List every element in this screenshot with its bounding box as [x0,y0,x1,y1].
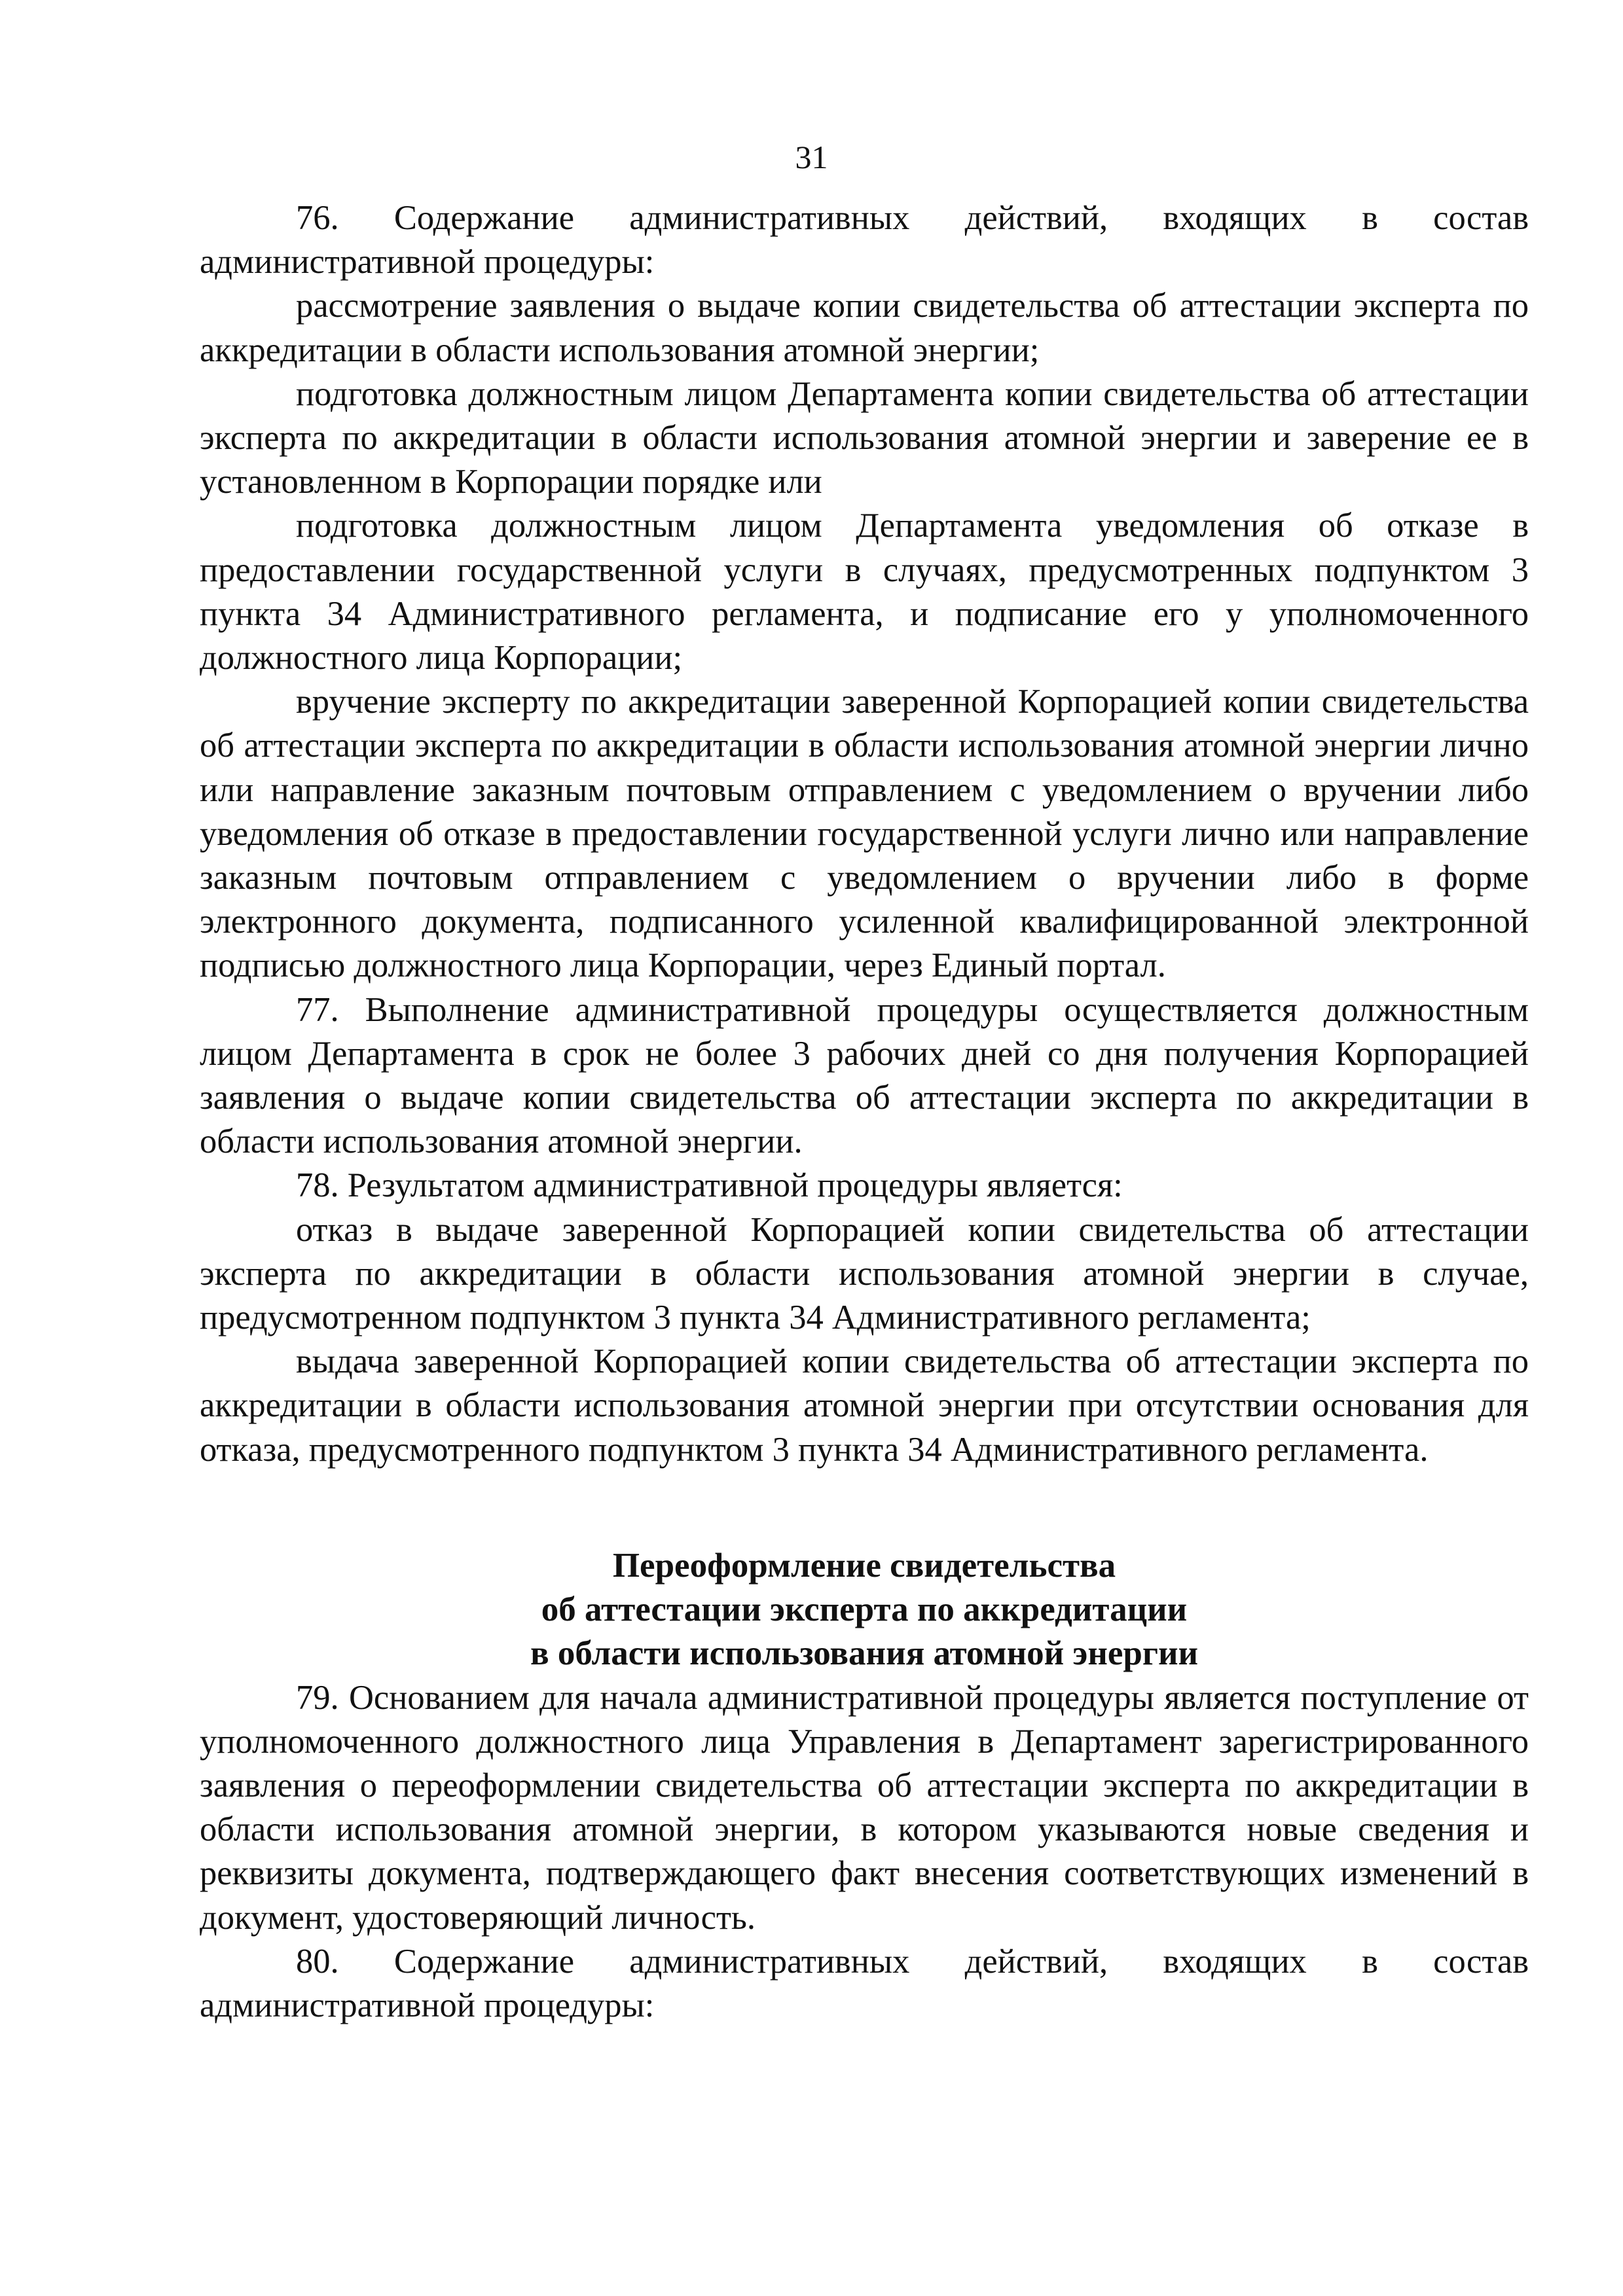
paragraph-77: 77. Выполнение административной процедуры осуществляется должностным лицом Департамента в срок не более 3 рабочих дней со дня получения Корпорацией заявления о выдаче копии свидетельства об аттестации эксперта по аккредитации в области использования атомной энергии. [200,990,1529,1161]
paragraph-78-item-1: отказ в выдаче заверенной Корпорацией копии свидетельства об аттестации эксперта по аккредитации в области использования атомной энергии в случае, предусмотренном подпунктом 3 пункта 34 Административного регламента; [200,1210,1529,1337]
paragraph-79: 79. Основанием для начала административной процедуры является поступление от уполномоченного должностного лица Управления в Департамент зарегистрированного заявления о переоформлении свидетельства об аттестации эксперта по аккредитации в области использования атомной энергии, в котором указываются новые сведения и реквизиты документа, подтверждающего факт внесения соответствующих изменений в документ, удостоверяющий личность. [200,1678,1529,1937]
paragraph-76-item-1: рассмотрение заявления о выдаче копии свидетельства об аттестации эксперта по аккредитации в области использования атомной энергии; [200,287,1529,369]
paragraph-76-item-2: подготовка должностным лицом Департамента копии свидетельства об аттестации эксперта по аккредитации в области использования атомной энергии и заверение ее в установленном в Корпорации порядке или [200,374,1529,501]
section-heading [200,1544,1529,1676]
document-body [200,196,1529,2028]
paragraph-78: 78. Результатом административной процедуры является: [296,1166,1123,1205]
section-heading-line-2: об аттестации эксперта по аккредитации [541,1590,1188,1629]
paragraph-80: 80. Содержание административных действий, входящих в состав административной процедуры: [200,1942,1529,2024]
paragraph-76: 76. Содержание административных действий, входящих в состав административной процедуры: [200,199,1529,281]
page-number: 31 [795,139,828,175]
paragraph-76-item-3: подготовка должностным лицом Департамента уведомления об отказе в предоставлении государственной услуги в случаях, предусмотренных подпунктом 3 пункта 34 Административного регламента, и подписание его у уполномоченного должностного лица Корпорации; [200,507,1529,677]
section-heading-line-3: в области использования атомной энергии [530,1634,1199,1673]
paragraph-78-item-2: выдача заверенной Корпорацией копии свидетельства об аттестации эксперта по аккредитации в области использования атомной энергии при отсутствии основания для отказа, предусмотренного подпунктом 3 пункта 34 Административного регламента. [200,1342,1529,1469]
section-heading-line-1: Переоформление свидетельства [612,1546,1116,1585]
paragraph-76-item-4: вручение эксперту по аккредитации заверенной Корпорацией копии свидетельства об аттестации эксперта по аккредитации в области использования атомной энергии лично или направление заказным почтовым отправлением с уведомлением о вручении либо уведомления об отказе в предоставлении государственной услуги лично или направление заказным почтовым отправлением с уведомлением о вручении либо в форме электронного документа, подписанного усиленной квалифицированной электронной подписью должностного лица Корпорации, через Единый портал. [200,683,1529,985]
